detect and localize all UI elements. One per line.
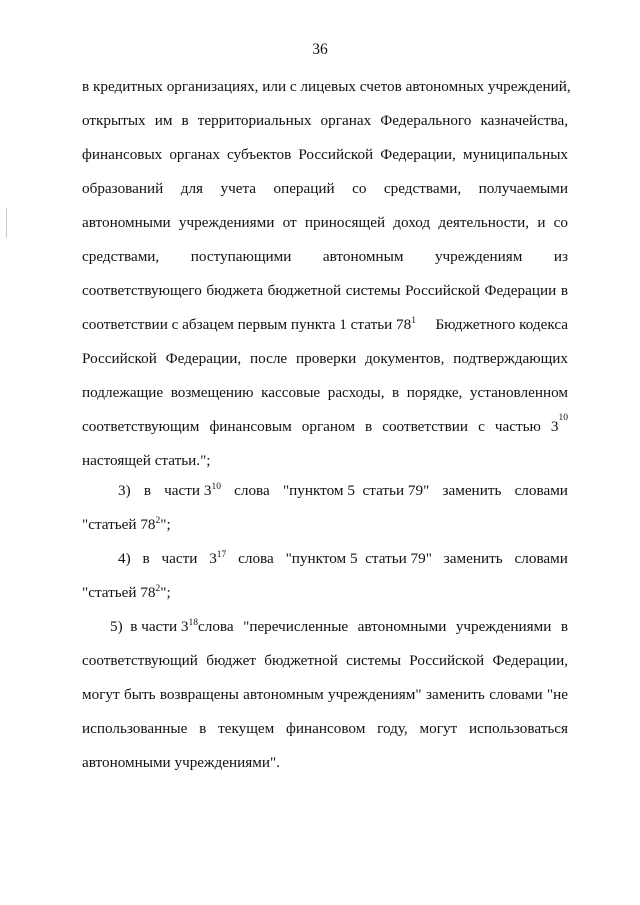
item-3-line-2 (82, 516, 568, 534)
p1-line-1 (82, 78, 571, 96)
p1-line-4-word: учета (220, 180, 257, 197)
p1-line-9 (82, 350, 568, 368)
item-5-line-2 (82, 652, 568, 670)
p1-line-5 (82, 214, 568, 232)
item-4-word: словами (514, 550, 568, 567)
item-3-part-ref: части 3 (164, 482, 212, 499)
superscript: 2 (155, 516, 161, 526)
p1-line-4-word: получаемыми (478, 180, 568, 197)
item-3-line-1 (118, 482, 568, 500)
p1-line-4 (82, 180, 568, 198)
superscript: 1 (411, 316, 416, 326)
p1-line-6-word: поступающими (190, 248, 292, 265)
item-4-line-2 (82, 584, 568, 602)
p1-line-7-text: соответствующего бюджета бюджетной системы Российской Федерации в (82, 282, 568, 299)
p1-line-7 (82, 282, 568, 300)
item-5-line-4-text: использованные в текущем финансовом году, могут использоваться (82, 720, 568, 737)
p1-line-6-word: автономным (322, 248, 404, 265)
item-3-line-2-text-b: "; (160, 516, 171, 533)
item-4-word: в (142, 550, 150, 567)
item-4-line-1 (118, 550, 568, 568)
superscript: 17 (216, 550, 227, 560)
superscript: 18 (188, 618, 198, 628)
item-3-number: 3) (118, 482, 131, 499)
p1-line-11-text: соответствующим финансовым органом в соответствии с частью 3 (82, 418, 559, 435)
item-3-word: в (143, 482, 151, 499)
item-3-word: заменить (442, 482, 502, 499)
p1-line-4-word: для (180, 180, 204, 197)
p1-line-4-word: операций (273, 180, 335, 197)
item-5-line-3-text: могут быть возвращены автономным учреждениям" заменить словами "не (82, 686, 568, 703)
p1-line-4-word: средствами, (383, 180, 462, 197)
item-4-number: 4) (118, 550, 131, 567)
scan-margin-mark (6, 208, 7, 238)
item-5-line-5 (82, 754, 568, 772)
item-5-line-3 (82, 686, 568, 704)
item-4-part-number: 3 (209, 550, 217, 567)
item-4-line-2-text-a: "статьей 78 (82, 584, 156, 601)
p1-line-8 (82, 316, 568, 334)
item-3-word (164, 482, 221, 500)
item-5-line-1 (110, 618, 568, 636)
item-5-line-1-text-a: 5) в части 3 (110, 618, 189, 635)
p1-line-8-text-a: соответствии с абзацем первым пункта 1 статьи 78 (82, 316, 412, 333)
item-5-line-4 (82, 720, 568, 738)
p1-line-11 (82, 413, 568, 436)
p1-line-12 (82, 452, 568, 470)
p1-line-5-text: автономными учреждениями от приносящей доход деятельности, и со (82, 214, 568, 231)
p1-line-4-word: образований (82, 180, 164, 197)
p1-line-4-word: со (352, 180, 367, 197)
p1-line-10 (82, 384, 568, 402)
p1-line-8-part (82, 316, 416, 334)
item-5-line-1-text-b: слова "перечисленные автономными учреждениями в (198, 618, 568, 635)
item-3-line-2-text-a: "статьей 78 (82, 516, 156, 533)
p1-line-6-word: из (553, 248, 568, 265)
p1-line-6-word: учреждениям (434, 248, 523, 265)
p1-line-10-text: подлежащие возмещению кассовые расходы, в порядке, установленном (82, 384, 568, 401)
superscript: 10 (558, 413, 568, 423)
item-5-line-5-text: автономными учреждениями". (82, 754, 280, 771)
item-4-word: заменить (443, 550, 503, 567)
item-5-line-1-part (110, 618, 198, 636)
page-number: 36 (312, 41, 328, 58)
item-3-word: слова (234, 482, 270, 499)
p1-line-2 (82, 112, 568, 130)
p1-line-3 (82, 146, 568, 164)
item-4-part-ref (209, 550, 226, 568)
p1-line-6-word: средствами, (82, 248, 160, 265)
item-3-quote: "пунктом 5 статьи 79" (282, 482, 430, 499)
item-3-word: словами (514, 482, 568, 499)
p1-line-1-text: в кредитных организациях, или с лицевых счетов автономных учреждений, (82, 78, 571, 95)
superscript: 10 (211, 482, 221, 492)
p1-line-3-text: финансовых органах субъектов Российской Федерации, муниципальных (82, 146, 568, 163)
p1-line-9-text: Российской Федерации, после проверки документов, подтверждающих (82, 350, 568, 367)
p1-line-8-text-b: Бюджетного кодекса (435, 316, 568, 333)
item-4-word: слова (238, 550, 274, 567)
item-4-line-2-text-b: "; (160, 584, 171, 601)
item-5-line-2-text: соответствующий бюджет бюджетной системы Российской Федерации, (82, 652, 568, 669)
item-4-word: части (161, 550, 198, 567)
superscript: 2 (155, 584, 161, 594)
p1-line-6 (82, 248, 568, 266)
p1-line-2-text: открытых им в территориальных органах Федерального казначейства, (82, 112, 568, 129)
p1-line-12-text: настоящей статьи."; (82, 452, 211, 469)
item-4-quote: "пунктом 5 статьи 79" (285, 550, 432, 567)
